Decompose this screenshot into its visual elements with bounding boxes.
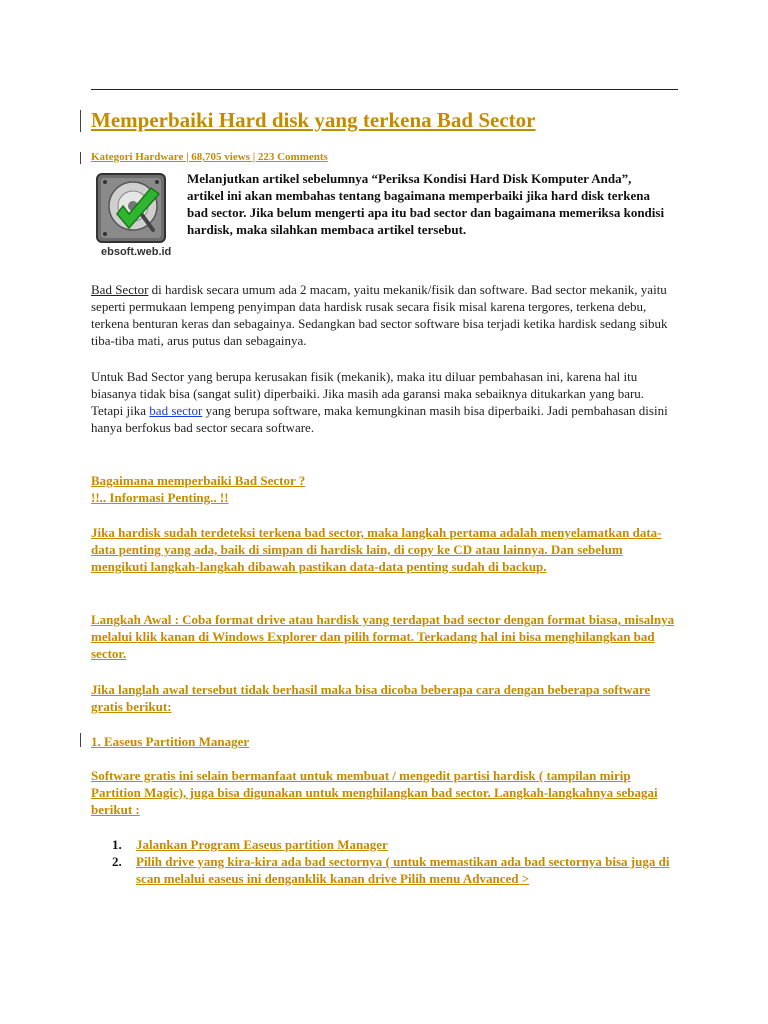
intro-paragraph: Melanjutkan artikel sebelumnya “Periksa Kondisi Hard Disk Komputer Anda”, artikel ini akan membahas tentang bagaimana memperbaiki jika hard disk terkena bad sector. Jika belum mengerti apa itu bad sector dan bagaimana memeriksa kondisi hardisk, maka silahkan membaca artikel tersebut. — [187, 171, 665, 237]
paragraph-physical-bad-sector — [91, 368, 671, 436]
meta-margin-bar — [80, 152, 81, 164]
thumbnail-caption: ebsoft.web.id — [101, 246, 172, 258]
list-item[interactable] — [91, 853, 681, 887]
step-number: 2. — [112, 854, 122, 869]
title-margin-bar — [80, 110, 81, 132]
bad-sector-link[interactable]: bad sector — [149, 403, 203, 418]
paragraph-2-before: Untuk Bad Sector yang berupa kerusakan fisik (mekanik), maka itu diluar pembahasan ini, karena hal itu biasanya tidak bisa (sangat sulit) diperbaiki. Jika masih ada garansi maka sebaiknya ditukarkan yang baru. Tetapi jika — [91, 369, 645, 418]
article-meta[interactable]: Kategori Hardware | 68,705 views | 223 Comments — [91, 151, 328, 163]
paragraph-easeus-description[interactable]: Software gratis ini selain bermanfaat untuk membuat / mengedit partisi hardisk ( tampilan mirip Partition Magic), juga bisa digunakan untuk menghilangkan bad sector. Langkah-langkahnya sebagai berikut : — [91, 768, 658, 817]
paragraph-free-software[interactable]: Jika langlah awal tersebut tidak berhasil maka bisa dicoba beberapa cara dengan beberapa software gratis berikut: — [91, 682, 651, 714]
section-heading[interactable] — [91, 472, 681, 506]
list-item[interactable] — [91, 836, 681, 853]
bad-sector-term: Bad Sector — [91, 282, 149, 297]
paragraph-bad-sector-types — [91, 281, 671, 349]
subheading-margin-bar — [80, 733, 81, 747]
step-text[interactable]: Pilih drive yang kira-kira ada bad sectornya ( untuk memastikan ada bad sectornya bisa juga di scan melalui easeus ini denganklik kanan drive Pilih menu Advanced > — [136, 854, 670, 886]
heading-important-info[interactable]: !!.. Informasi Penting.. !! — [91, 490, 229, 505]
paragraph-backup-first[interactable]: Jika hardisk sudah terdeteksi terkena bad sector, maka langkah pertama adalah menyelamatkan data-data penting yang ada, baik di simpan di hardisk lain, di copy ke CD atau lainnya. Dan sebelum mengikuti langkah-langkah dibawah pastikan data-data penting sudah di backup. — [91, 525, 662, 574]
subheading-easeus[interactable]: 1. Easeus Partition Manager — [91, 734, 250, 749]
paragraph-first-step[interactable]: Langkah Awal : Coba format drive atau hardisk yang terdapat bad sector dengan format biasa, misalnya melalui klik kanan di Windows Explorer dan pilih format. Terkadang hal ini bisa menghilangkan bad sector. — [91, 612, 675, 661]
hard-disk-thumbnail — [93, 170, 175, 260]
paragraph-2-after: yang berupa software, maka kemungkinan masih bisa diperbaiki. Jadi pembahasan disini hanya berfokus bad sector secara software. — [91, 403, 668, 435]
article-title[interactable]: Memperbaiki Hard disk yang terkena Bad Sector — [91, 108, 536, 132]
step-text[interactable]: Jalankan Program Easeus partition Manager — [136, 837, 388, 852]
hard-disk-icon — [93, 170, 175, 248]
step-number: 1. — [112, 837, 122, 852]
heading-how-to-fix[interactable]: Bagaimana memperbaiki Bad Sector ? — [91, 473, 306, 488]
paragraph-1-text: di hardisk secara umum ada 2 macam, yaitu mekanik/fisik dan software. Bad sector mekanik, yaitu seperti permukaan lempeng penyimpan data hardisk rusak secara fisik misal karena tergores, terkena debu, terkena benturan keras dan sebagainya. Sedangkan bad sector software bisa terjadi ketika hardisk sedang sibuk tiba-tiba mati, arus putus dan sebagainya. — [91, 282, 668, 348]
steps-list — [91, 836, 681, 887]
top-divider — [91, 89, 678, 90]
